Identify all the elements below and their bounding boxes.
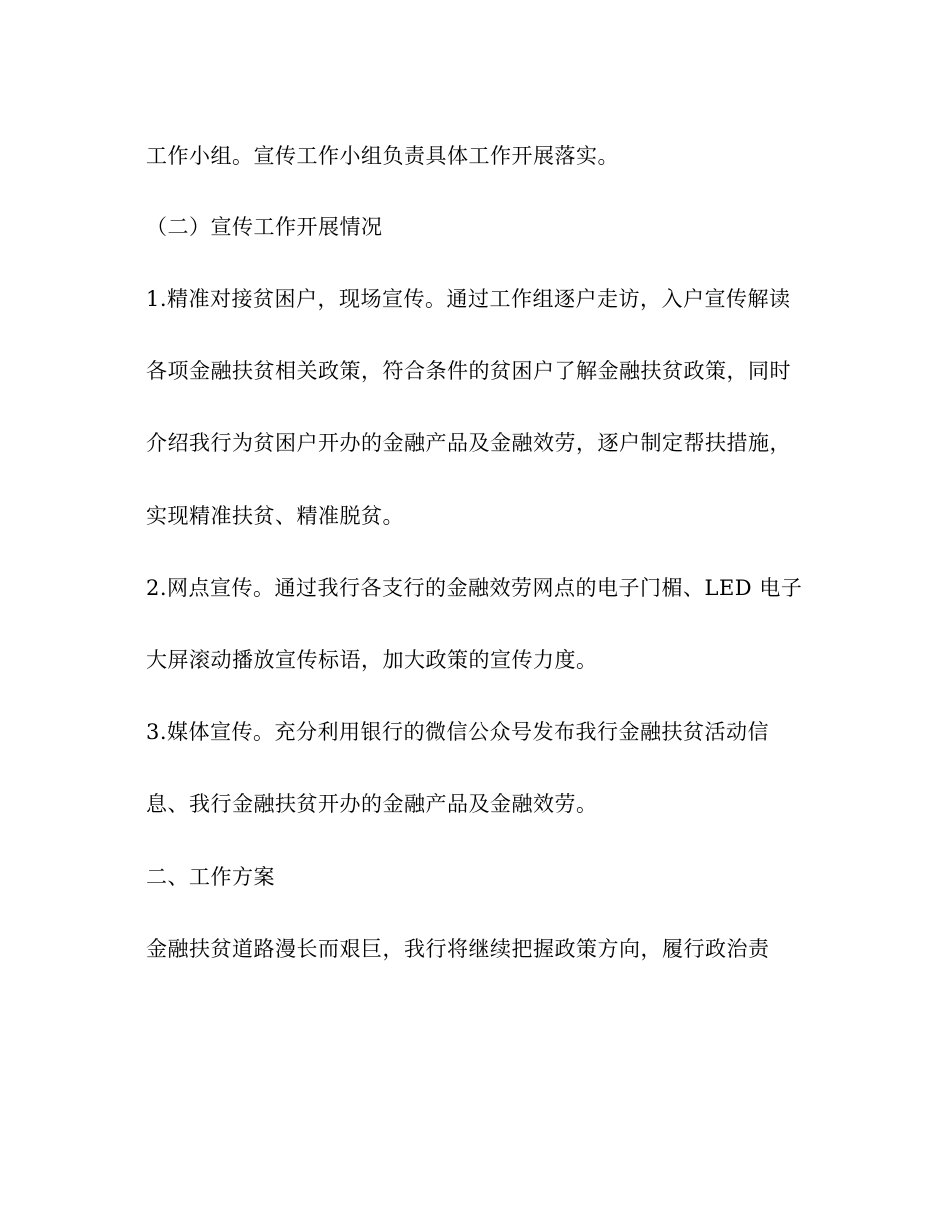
section-heading-2: （二）宣传工作开展情况 (146, 215, 383, 239)
section-heading-11: 二、工作方案 (146, 865, 275, 889)
paragraph-line-3: 1.精准对接贫困户，现场宣传。通过工作组逐户走访，入户宣传解读 (146, 287, 791, 311)
paragraph-line-8: 大屏滚动播放宣传标语，加大政策的宣传力度。 (146, 648, 598, 672)
paragraph-line-7: 2.网点宣传。通过我行各支行的金融效劳网点的电子门楣、LED 电子 (146, 576, 803, 600)
paragraph-line-9: 3.媒体宣传。充分利用银行的微信公众号发布我行金融扶贫活动信 (146, 720, 770, 744)
paragraph-line-10: 息、我行金融扶贫开办的金融产品及金融效劳。 (146, 792, 598, 816)
paragraph-line-4: 各项金融扶贫相关政策，符合条件的贫困户了解金融扶贫政策，同时 (146, 359, 791, 383)
paragraph-line-5: 介绍我行为贫困户开办的金融产品及金融效劳，逐户制定帮扶措施， (146, 431, 791, 455)
paragraph-line-12: 金融扶贫道路漫长而艰巨，我行将继续把握政策方向，履行政治责 (146, 937, 770, 961)
paragraph-line-1: 工作小组。宣传工作小组负责具体工作开展落实。 (146, 144, 619, 168)
paragraph-line-6: 实现精准扶贫、精准脱贫。 (146, 504, 404, 528)
